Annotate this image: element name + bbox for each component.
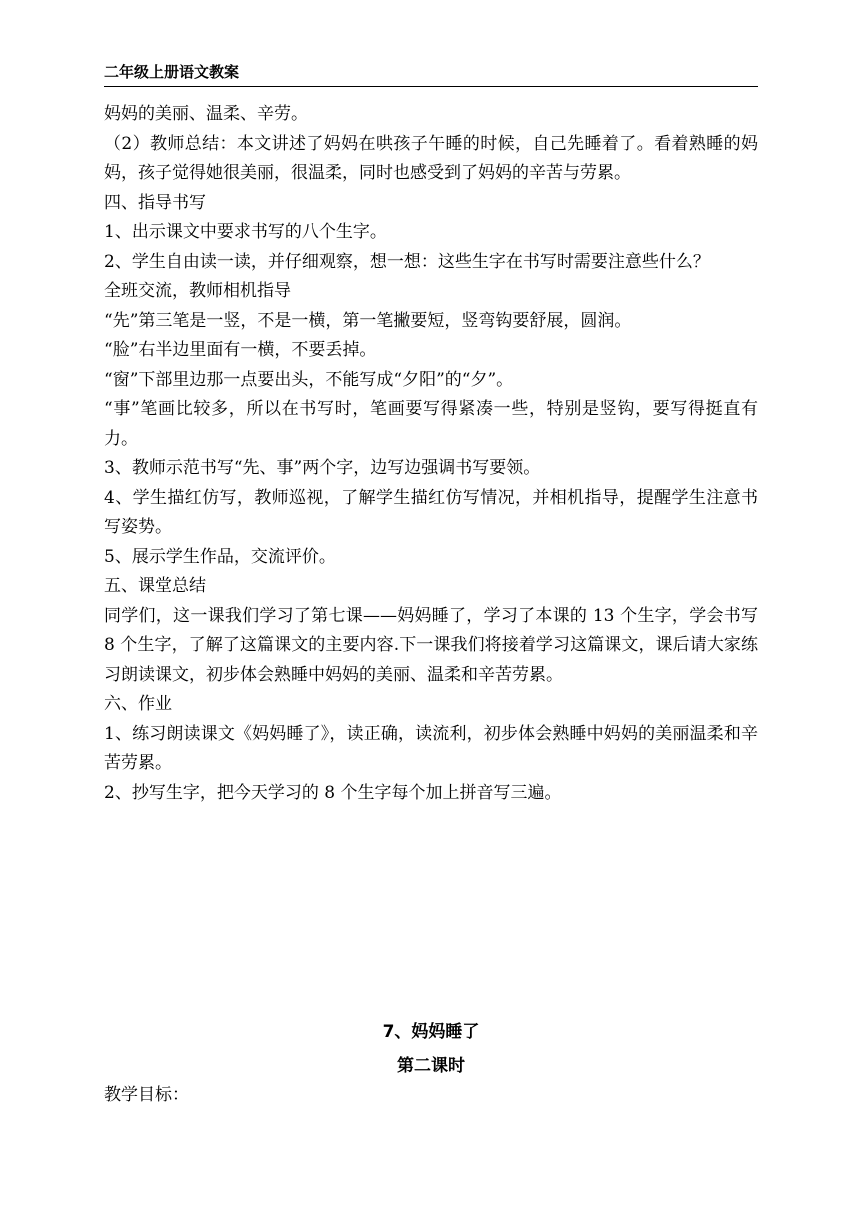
paragraph-class-summary: 同学们，这一课我们学习了第七课——妈妈睡了，学习了本课的 13 个生字，学会书写 8 个生字，了解了这篇课文的主要内容.下一课我们将接着学习这篇课文，课后请大家练习朗读课文，初步体会熟睡中妈妈的美丽、温柔和辛苦劳累。 <box>104 605 758 685</box>
section-body <box>104 1081 758 1111</box>
heading-writing-guidance: 四、指导书写 <box>104 192 206 213</box>
paragraph-class-discussion: 全班交流，教师相机指导 <box>104 281 291 301</box>
section-title-block <box>104 1015 758 1083</box>
list-item-writing-3: 3、教师示范书写“先、事”两个字，边写边强调书写要领。 <box>104 458 541 478</box>
header-title: 二年级上册语文教案 <box>104 63 240 81</box>
list-item-writing-2: 2、学生自由读一读，并仔细观察，想一想：这些生字在书写时需要注意些什么？ <box>104 251 710 272</box>
list-item-writing-1: 1、出示课文中要求书写的八个生字。 <box>104 222 387 242</box>
teaching-goals-label: 教学目标： <box>104 1085 189 1105</box>
heading-class-summary: 五、课堂总结 <box>104 576 206 596</box>
paragraph-teacher-summary: （2）教师总结：本文讲述了妈妈在哄孩子午睡的时候，自己先睡着了。看着熟睡的妈妈，孩子觉得她很美丽，很温柔，同时也感受到了妈妈的辛苦与劳累。 <box>104 133 758 183</box>
lesson-title: 7、妈妈睡了 <box>382 1022 480 1042</box>
list-item-writing-4: 4、学生描红仿写，教师巡视，了解学生描红仿写情况，并相机指导，提醒学生注意书写姿势。 <box>104 487 758 537</box>
list-item-homework-2: 2、抄写生字，把今天学习的 8 个生字每个加上拼音写三遍。 <box>104 782 562 803</box>
page-header <box>104 62 758 87</box>
paragraph-char-shi: “事”笔画比较多，所以在书写时，笔画要写得紧凑一些，特别是竖钩，要写得挺直有力。 <box>104 399 758 449</box>
heading-homework: 六、作业 <box>104 694 172 714</box>
period-title: 第二课时 <box>397 1056 465 1076</box>
paragraph-char-chuang: “窗”下部里边那一点要出头，不能写成“夕阳”的“夕”。 <box>104 369 514 390</box>
paragraph-continuation: 妈妈的美丽、温柔、辛劳。 <box>104 104 308 124</box>
list-item-homework-1: 1、练习朗读课文《妈妈睡了》，读正确，读流利，初步体会熟睡中妈妈的美丽温柔和辛苦劳累。 <box>104 723 758 773</box>
list-item-writing-5: 5、展示学生作品，交流评价。 <box>104 546 336 567</box>
paragraph-char-lian: “脸”右半边里面有一横，不要丢掉。 <box>104 340 377 360</box>
lesson-body <box>104 100 758 808</box>
paragraph-char-xian: “先”第三笔是一竖，不是一横，第一笔撇要短，竖弯钩要舒展，圆润。 <box>104 310 632 331</box>
